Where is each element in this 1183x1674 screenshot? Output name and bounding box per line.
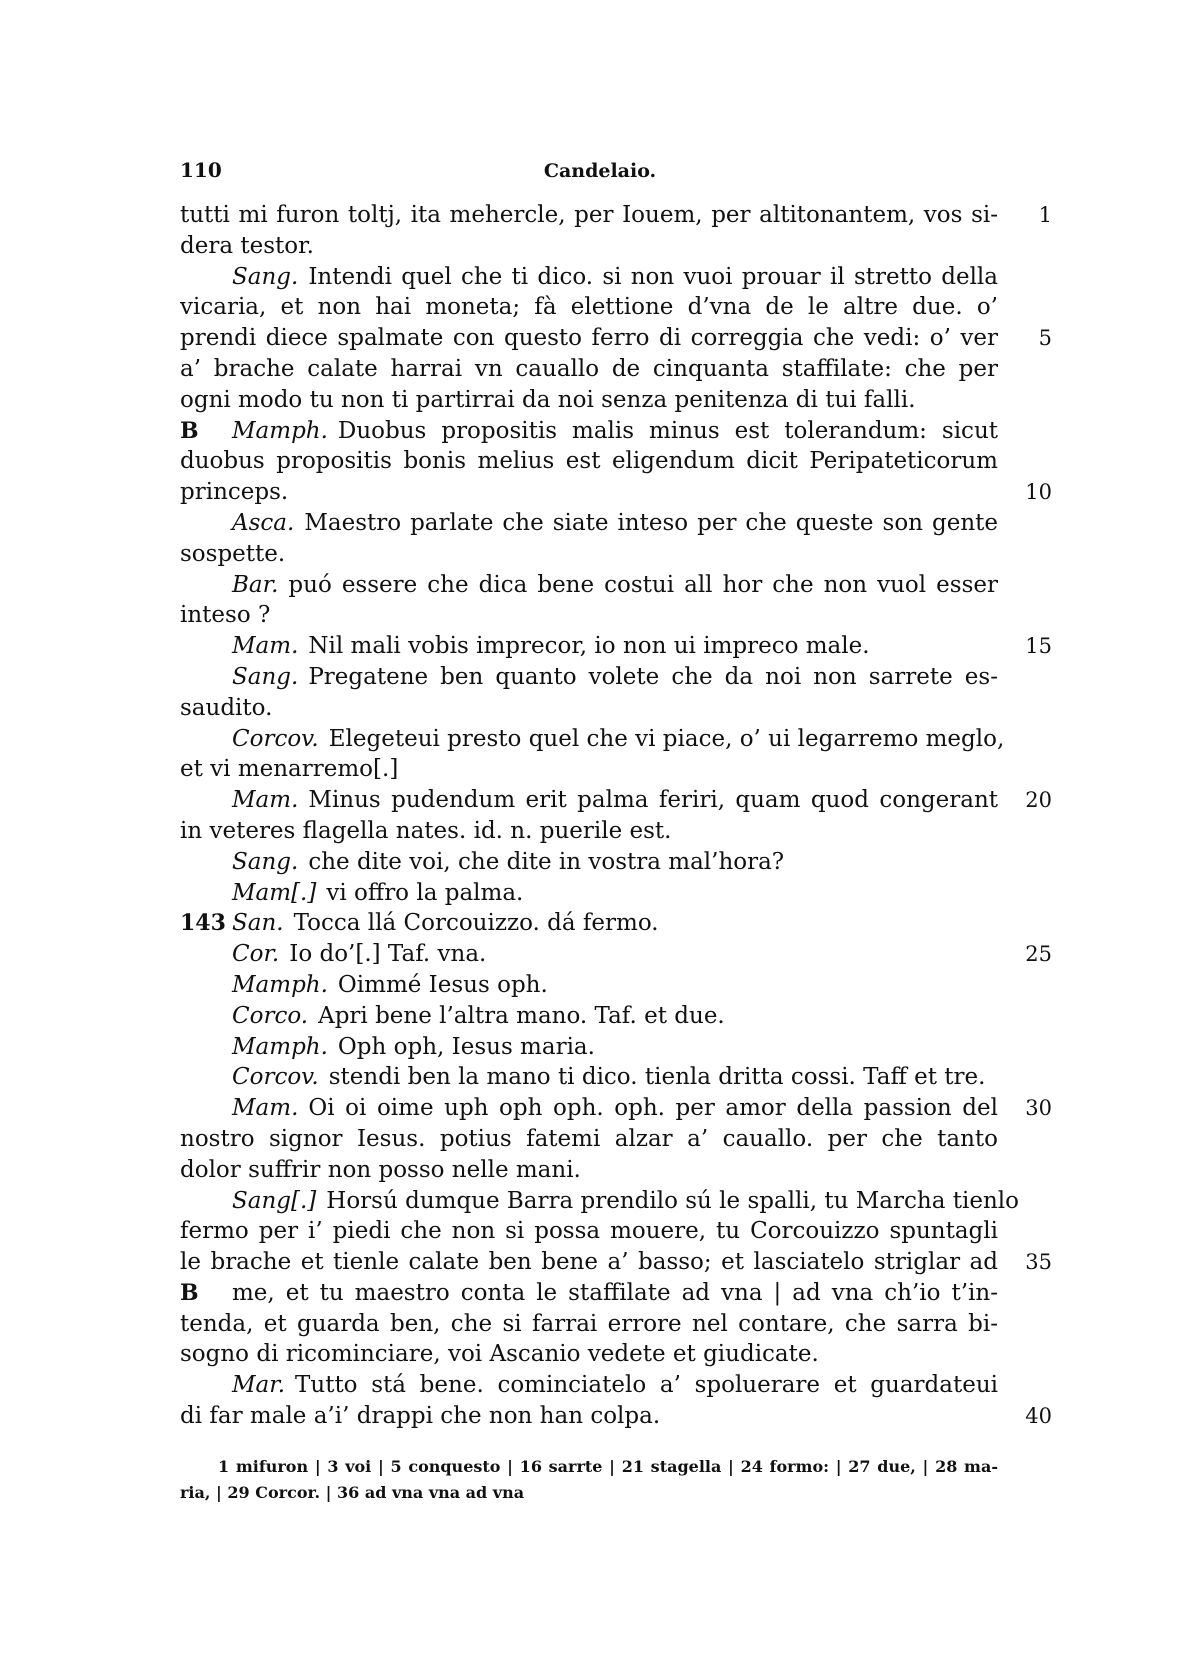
line-text: di far male a’i’ drappi che non han colpa. [180, 1403, 661, 1430]
line-content [180, 939, 998, 970]
line-text: che dite voi, che dite in vostra mal’hora? [308, 848, 785, 875]
line-content [180, 816, 998, 847]
footnote-line: 1 mifuron | 3 voi | 5 conquesto | 16 sarrte | 21 stagella | 24 formo: | 27 due, | 28 ma- [218, 1457, 998, 1476]
text-line [180, 323, 1052, 354]
line-content [180, 1247, 998, 1278]
speaker-name: Sang[.] [232, 1187, 317, 1214]
speaker-name: Mamph. [232, 1033, 328, 1060]
line-number: 30 [1025, 1096, 1052, 1121]
text-line [180, 539, 998, 570]
text-line [180, 508, 998, 539]
speaker-name: Mam[.] [232, 879, 317, 906]
text-line [180, 970, 998, 1001]
line-text: inteso ? [180, 602, 271, 629]
line-content [180, 1339, 998, 1370]
line-text: Elegeteui presto quel che vi piace, o’ ui legarremo meglo, [328, 725, 1005, 752]
line-text: Apri bene l’altra mano. Taf. et due. [318, 1002, 725, 1029]
text-line [180, 878, 998, 909]
line-content [180, 1370, 998, 1401]
text-line [180, 416, 998, 447]
text-line [180, 1401, 1052, 1432]
line-content [180, 631, 998, 662]
line-content [180, 508, 998, 539]
line-text: le brache et tienle calate ben bene a’ basso; et lasciatelo striglar ad [180, 1249, 998, 1276]
line-content [180, 1001, 998, 1032]
line-text: Horsú dumque Barra prendilo sú le spalli, tu Marcha tienlo [326, 1187, 1019, 1214]
line-content [180, 1124, 998, 1155]
text-line [180, 1062, 998, 1093]
speaker-name: Corcov. [232, 725, 319, 752]
line-text: Oph oph, Iesus maria. [337, 1033, 595, 1060]
line-text: vicaria, et non hai moneta; fà elettione d’vna de le altre due. o’ [180, 294, 998, 321]
line-text: prendi diece spalmate con questo ferro di correggia che vedi: o’ ver [180, 325, 998, 352]
line-text: sospette. [180, 540, 286, 567]
text-line [180, 385, 998, 416]
text-line [180, 939, 1052, 970]
text-line [180, 724, 1005, 755]
line-text: dolor suffrir non posso nelle mani. [180, 1156, 581, 1183]
line-content [180, 354, 998, 385]
page-header [180, 158, 1020, 184]
line-content [180, 446, 998, 477]
line-text: et vi menarremo[.] [180, 756, 399, 783]
text-line [180, 631, 1052, 662]
text-line [180, 662, 998, 693]
line-text: Io do’[.] Taf. vna. [289, 941, 487, 968]
line-text: puó essere che dica bene costui all hor che non vuol esser [288, 571, 998, 598]
line-text: ogni modo tu non ti partirrai da noi senza penitenza di tui falli. [180, 386, 916, 413]
line-text: stendi ben la mano ti dico. tienla dritta cossi. Taff et tre. [328, 1064, 986, 1091]
text-line [180, 1186, 1019, 1217]
text-line [180, 292, 998, 323]
footnote-line: ria, | 29 Corcor. | 36 ad vna vna ad vna [180, 1483, 525, 1502]
text-line [180, 231, 998, 262]
line-text: tutti mi furon toltj, ita mehercle, per Iouem, per altitonantem, vos si- [180, 202, 998, 228]
line-number: 10 [1025, 480, 1052, 505]
line-text: Pregatene ben quanto volete che da noi non sarrete es- [308, 663, 998, 690]
line-content [180, 1401, 998, 1432]
text-line [180, 908, 998, 939]
margin-note: B [180, 417, 199, 444]
line-text: fermo per i’ piedi che non si possa mouere, tu Corcouizzo spuntagli [180, 1218, 998, 1245]
speaker-name: Mamph. [232, 417, 328, 444]
speaker-name: San. [232, 910, 284, 937]
line-content [180, 908, 998, 939]
play-text [180, 200, 1052, 1432]
running-title: Candelaio. [543, 160, 657, 182]
text-line [180, 693, 998, 724]
text-line [180, 1216, 998, 1247]
line-number: 20 [1025, 788, 1052, 813]
line-text: a’ brache calate harrai vn cauallo de cinquanta staffilate: che per [180, 355, 998, 382]
line-content [180, 1216, 998, 1247]
line-number: 40 [1025, 1404, 1052, 1429]
line-content [180, 878, 998, 909]
line-text: Minus pudendum erit palma feriri, quam quod congerant [308, 787, 998, 814]
line-text: Tocca llá Corcouizzo. dá fermo. [293, 910, 659, 937]
line-number: 5 [1038, 326, 1052, 351]
line-content [180, 847, 998, 878]
speaker-name: Sang. [232, 263, 299, 290]
footnotes [180, 1454, 998, 1506]
speaker-name: Mam. [232, 1095, 299, 1122]
text-line [180, 1093, 1052, 1124]
line-content [180, 1309, 998, 1340]
line-text: in veteres flagella nates. id. n. puerile est. [180, 817, 672, 844]
line-content [180, 539, 998, 570]
text-line [180, 1309, 998, 1340]
line-text: duobus propositis bonis melius est eligendum dicit Peripateticorum [180, 448, 998, 475]
line-number: 25 [1025, 942, 1052, 967]
line-content [180, 385, 998, 416]
line-text: Duobus propositis malis minus est tolerandum: sicut [337, 417, 998, 444]
text-line [180, 477, 1052, 508]
line-text: Nil mali vobis imprecor, io non ui impreco male. [308, 633, 870, 660]
line-content [180, 754, 998, 785]
line-text: Tutto stá bene. cominciatelo a’ spoluerare et guardateui [295, 1372, 998, 1399]
line-content [180, 970, 998, 1001]
text-line [180, 600, 998, 631]
text-line [180, 1370, 998, 1401]
speaker-name: Sang. [232, 663, 299, 690]
line-content [180, 262, 998, 293]
speaker-name: Mar. [232, 1372, 286, 1399]
margin-note: 143 [180, 910, 226, 937]
text-line [180, 1124, 998, 1155]
line-content [180, 477, 998, 508]
speaker-name: Mam. [232, 633, 299, 660]
line-text: Intendi quel che ti dico. si non vuoi prouar il stretto della [308, 263, 998, 290]
line-text: Oimmé Iesus oph. [337, 971, 548, 998]
line-content [180, 1062, 998, 1093]
text-line [180, 1001, 998, 1032]
speaker-name: Corco. [232, 1002, 309, 1029]
text-line [180, 446, 998, 477]
line-content [180, 662, 998, 693]
text-line [180, 1155, 998, 1186]
text-line [180, 1247, 1052, 1278]
line-content [180, 416, 998, 447]
text-line [180, 1339, 998, 1370]
line-content [180, 1032, 998, 1063]
line-number: 15 [1025, 634, 1052, 659]
line-content [180, 1093, 998, 1124]
line-content [180, 1155, 998, 1186]
line-text: Maestro parlate che siate inteso per che queste son gente [304, 509, 998, 536]
line-text: saudito. [180, 694, 273, 721]
line-number: 1 [1038, 203, 1052, 227]
text-line [180, 816, 998, 847]
text-line [180, 1278, 998, 1309]
text-line [180, 200, 1052, 231]
line-text: tenda, et guarda ben, che si farrai errore nel contare, che sarra bi- [180, 1310, 998, 1337]
speaker-name: Mamph. [232, 971, 328, 998]
line-text: princeps. [180, 479, 289, 506]
text-line [180, 785, 1052, 816]
line-text: me, et tu maestro conta le staffilate ad vna | ad vna ch’io t’in- [232, 1279, 998, 1306]
text-line [180, 1032, 998, 1063]
line-content [180, 200, 998, 231]
line-content [180, 724, 1005, 755]
speaker-name: Corcov. [232, 1064, 319, 1091]
line-content [180, 292, 998, 323]
line-content [180, 785, 998, 816]
line-content [180, 1186, 1019, 1217]
line-text: nostro signor Iesus. potius fatemi alzar a’ cauallo. per che tanto [180, 1125, 998, 1152]
text-line [180, 354, 998, 385]
line-text: dera testor. [180, 232, 314, 259]
text-line [180, 570, 998, 601]
line-text: sogno di ricominciare, voi Ascanio vedete et giudicate. [180, 1341, 819, 1368]
page-number: 110 [180, 158, 222, 182]
line-content [180, 1278, 998, 1309]
line-content [180, 323, 998, 354]
line-number: 35 [1025, 1250, 1052, 1275]
margin-note: B [180, 1279, 199, 1306]
line-content [180, 570, 998, 601]
text-line [180, 262, 998, 293]
line-text: Oi oi oime uph oph oph. oph. per amor della passion del [308, 1095, 998, 1122]
text-line [180, 847, 998, 878]
text-line [180, 754, 998, 785]
speaker-name: Sang. [232, 848, 299, 875]
speaker-name: Bar. [232, 571, 279, 598]
line-content [180, 600, 998, 631]
line-content [180, 693, 998, 724]
line-text: vi offro la palma. [326, 879, 524, 906]
speaker-name: Asca. [232, 509, 295, 536]
speaker-name: Mam. [232, 787, 299, 814]
line-content [180, 231, 998, 262]
speaker-name: Cor. [232, 941, 280, 968]
